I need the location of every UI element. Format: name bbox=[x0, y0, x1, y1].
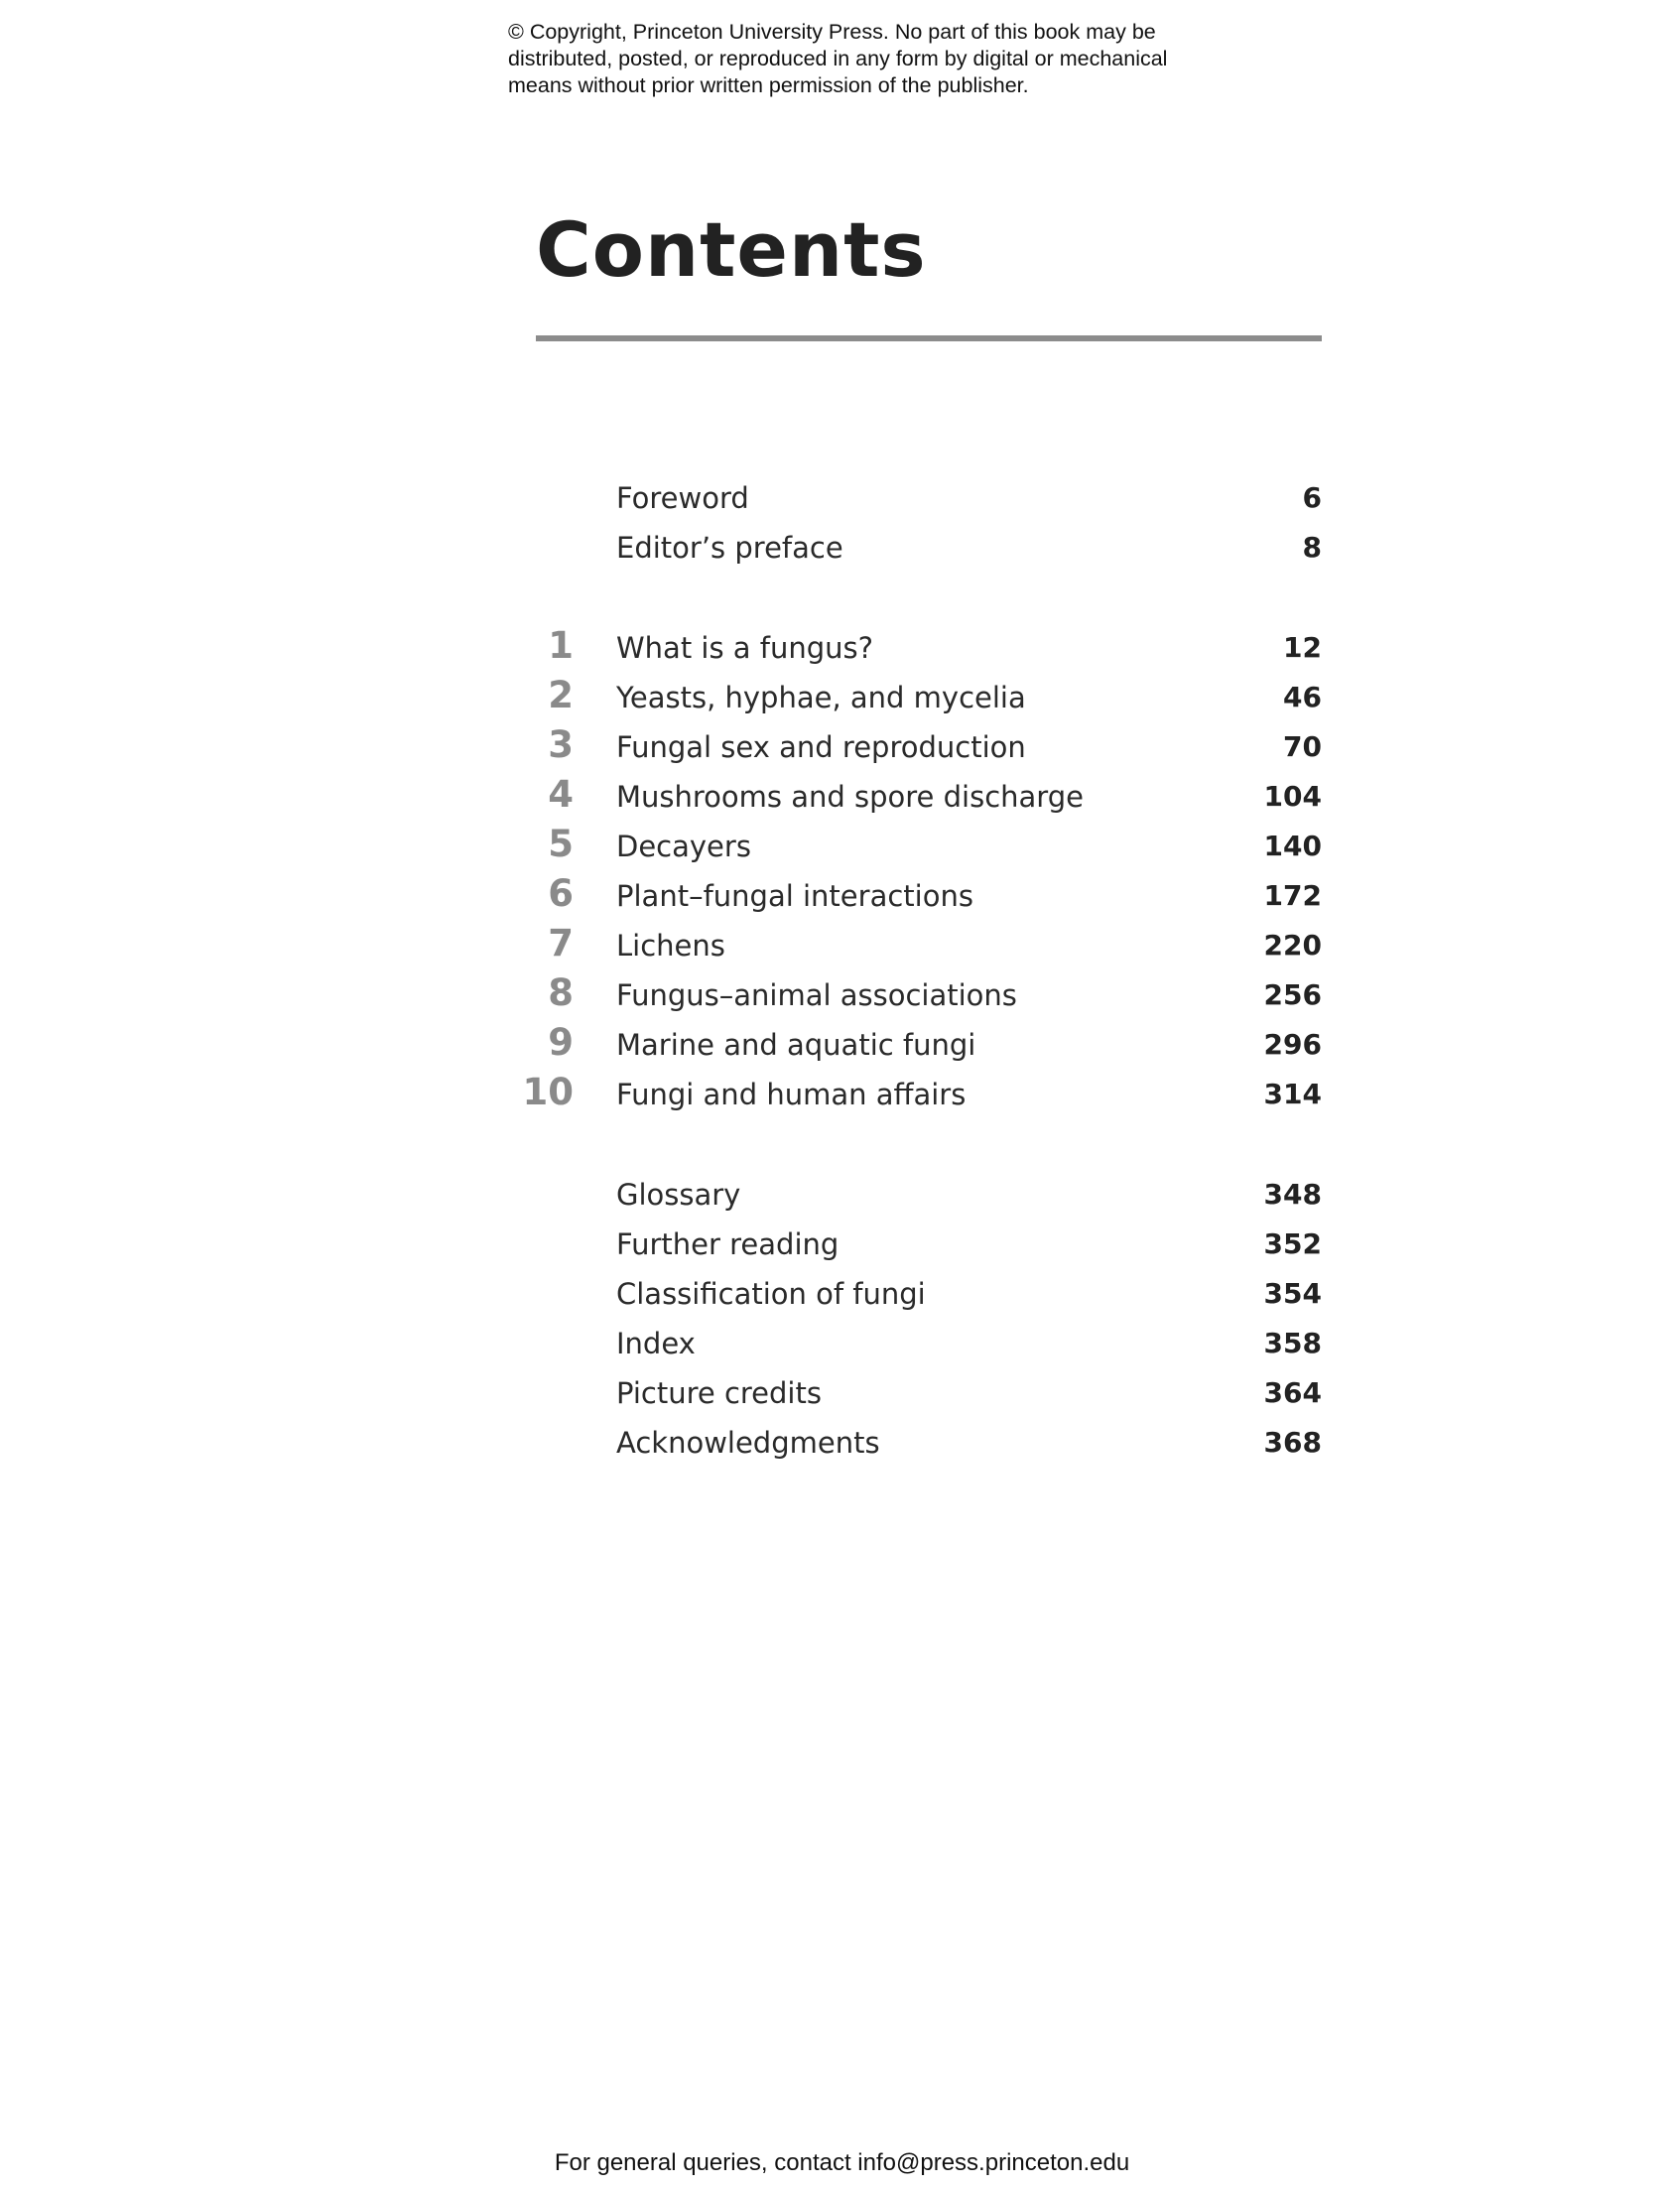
toc-chapter-3[interactable] bbox=[536, 722, 1322, 772]
copyright-notice bbox=[508, 19, 1223, 99]
chapter-number: 1 bbox=[548, 624, 574, 667]
toc-chapter-1[interactable] bbox=[536, 623, 1322, 673]
toc-entry-page: 314 bbox=[1263, 1078, 1322, 1110]
toc-entry-classification[interactable] bbox=[536, 1269, 1322, 1319]
toc-chapter-2[interactable] bbox=[536, 673, 1322, 722]
toc-chapter-5[interactable] bbox=[536, 822, 1322, 871]
toc-entry-label: What is a fungus? bbox=[616, 631, 874, 665]
chapter-number: 10 bbox=[522, 1071, 574, 1113]
toc-entry-page: 12 bbox=[1283, 631, 1322, 664]
toc-chapter-7[interactable] bbox=[536, 921, 1322, 970]
toc-entry-page: 296 bbox=[1263, 1028, 1322, 1061]
toc-entry-label: Mushrooms and spore discharge bbox=[616, 780, 1084, 814]
toc-chapter-10[interactable] bbox=[522, 1070, 1322, 1119]
toc-entry-label: Acknowledgments bbox=[616, 1426, 880, 1460]
toc-entry-page: 354 bbox=[1263, 1277, 1322, 1310]
toc-entry-label: Index bbox=[616, 1327, 696, 1360]
copyright-line: distributed, posted, or reproduced in any form by digital or mechanical bbox=[508, 47, 1168, 70]
toc-entry-label: Lichens bbox=[616, 929, 725, 963]
toc-entry-index[interactable] bbox=[536, 1319, 1322, 1368]
toc-entry-page: 358 bbox=[1263, 1327, 1322, 1359]
toc-entry-page: 368 bbox=[1263, 1426, 1322, 1459]
toc-chapter-6[interactable] bbox=[536, 871, 1322, 921]
toc-entry-page: 104 bbox=[1263, 780, 1322, 813]
toc-entry-page: 70 bbox=[1283, 730, 1322, 763]
page-title: Contents bbox=[536, 205, 927, 294]
toc-entry-page: 8 bbox=[1302, 531, 1322, 564]
toc-entry-page: 172 bbox=[1263, 879, 1322, 912]
toc-entry-editors-preface[interactable] bbox=[536, 523, 1322, 573]
toc-entry-label: Decayers bbox=[616, 830, 751, 863]
toc-entry-page: 256 bbox=[1263, 978, 1322, 1011]
chapter-number: 7 bbox=[548, 922, 574, 965]
toc-chapter-4[interactable] bbox=[536, 772, 1322, 822]
toc-entry-page: 46 bbox=[1283, 681, 1322, 713]
toc-chapter-9[interactable] bbox=[536, 1020, 1322, 1070]
toc-entry-label: Editor’s preface bbox=[616, 531, 843, 565]
toc-entry-label: Further reading bbox=[616, 1227, 840, 1261]
toc-entry-page: 364 bbox=[1263, 1376, 1322, 1409]
toc-entry-label: Plant–fungal interactions bbox=[616, 879, 973, 913]
chapter-number: 4 bbox=[548, 773, 574, 816]
toc-entry-label: Fungus–animal associations bbox=[616, 978, 1017, 1012]
toc-entry-label: Fungi and human affairs bbox=[616, 1078, 967, 1111]
copyright-line: means without prior written permission of the publisher. bbox=[508, 73, 1029, 97]
chapter-number: 6 bbox=[548, 872, 574, 915]
toc-entry-page: 220 bbox=[1263, 929, 1322, 962]
toc-entry-page: 140 bbox=[1263, 830, 1322, 862]
toc-entry-further-reading[interactable] bbox=[536, 1220, 1322, 1269]
toc-entry-label: Classification of fungi bbox=[616, 1277, 926, 1311]
footer-contact bbox=[0, 2148, 1680, 2178]
toc-entry-label: Foreword bbox=[616, 481, 749, 515]
toc-entry-page: 348 bbox=[1263, 1178, 1322, 1211]
chapter-number: 2 bbox=[548, 674, 574, 716]
toc-entry-glossary[interactable] bbox=[536, 1170, 1322, 1220]
toc-entry-label: Yeasts, hyphae, and mycelia bbox=[616, 681, 1026, 714]
toc-entry-page: 352 bbox=[1263, 1227, 1322, 1260]
toc-entry-page: 6 bbox=[1302, 481, 1322, 514]
chapter-number: 5 bbox=[548, 823, 574, 865]
chapter-number: 9 bbox=[548, 1021, 574, 1064]
chapter-number: 3 bbox=[548, 723, 574, 766]
toc-entry-label: Picture credits bbox=[616, 1376, 822, 1410]
toc-entry-foreword[interactable] bbox=[536, 473, 1322, 523]
title-divider bbox=[536, 335, 1322, 341]
copyright-line: © Copyright, Princeton University Press. No part of this book may be bbox=[508, 20, 1156, 44]
toc-entry-acknowledgments[interactable] bbox=[536, 1418, 1322, 1468]
chapter-number: 8 bbox=[548, 971, 574, 1014]
toc-entry-label: Glossary bbox=[616, 1178, 741, 1212]
toc-chapter-8[interactable] bbox=[536, 970, 1322, 1020]
toc-entry-picture-credits[interactable] bbox=[536, 1368, 1322, 1418]
toc-entry-label: Fungal sex and reproduction bbox=[616, 730, 1026, 764]
footer-contact-text: For general queries, contact info@press.princeton.edu bbox=[554, 2149, 1130, 2176]
toc-entry-label: Marine and aquatic fungi bbox=[616, 1028, 976, 1062]
